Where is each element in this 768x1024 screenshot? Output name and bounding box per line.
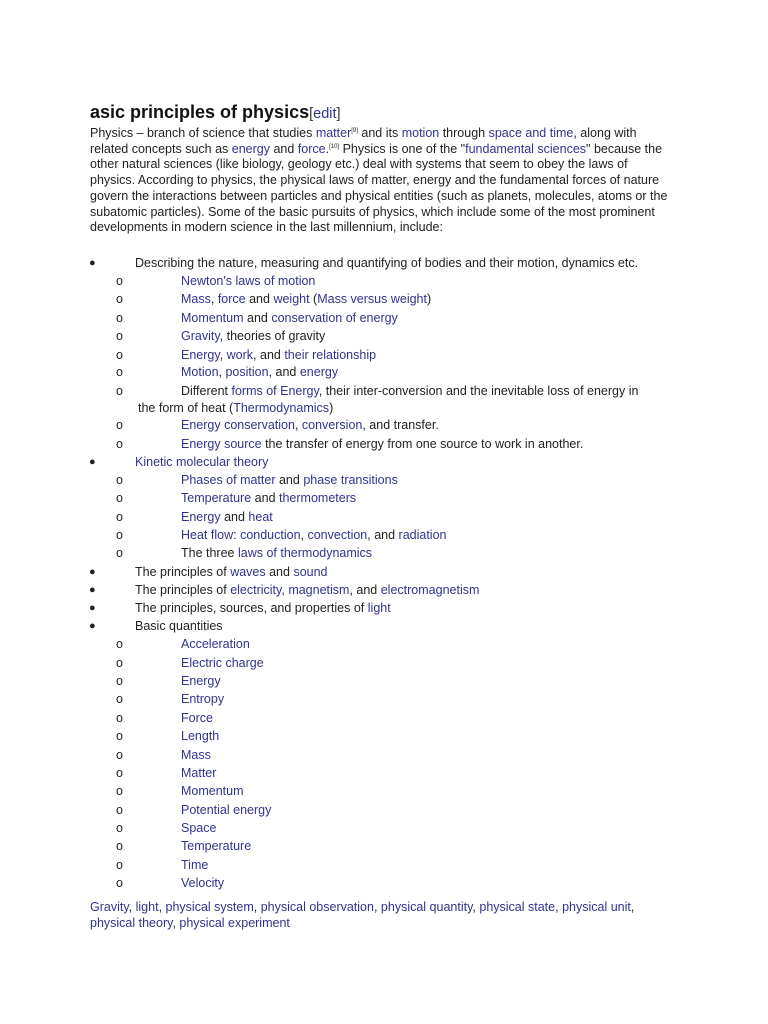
- list-item-text: [181, 273, 315, 290]
- text: and: [275, 473, 304, 487]
- sub-marker: o: [116, 656, 123, 670]
- link-momentum[interactable]: Momentum: [181, 311, 244, 325]
- link-gravity[interactable]: Gravity: [181, 329, 220, 343]
- list-item-text: [181, 291, 431, 308]
- link-energy[interactable]: Energy: [181, 510, 221, 524]
- bullet-marker: ●: [89, 456, 96, 468]
- sub-marker: o: [116, 803, 123, 817]
- heading-title: asic principles of physics: [90, 102, 310, 122]
- link-radiation[interactable]: radiation: [398, 528, 447, 542]
- text: The principles of: [135, 565, 231, 579]
- bullet-marker: ●: [89, 566, 96, 578]
- sub-marker: o: [116, 766, 123, 780]
- text: and: [245, 292, 274, 306]
- link-energy-conservation[interactable]: Energy conservation: [181, 418, 295, 432]
- link-length[interactable]: Length: [181, 729, 220, 743]
- link-kinetic-molecular-theory[interactable]: Kinetic molecular theory: [135, 455, 269, 469]
- related-links: [90, 900, 650, 931]
- sub-marker: o: [116, 329, 123, 343]
- sub-marker: o: [116, 876, 123, 890]
- sub-marker: o: [116, 637, 123, 651]
- link-energy[interactable]: Energy: [181, 348, 220, 362]
- intro-text: , along with related concepts such as: [90, 126, 637, 156]
- link-work[interactable]: work: [226, 348, 254, 362]
- link-force[interactable]: force: [217, 292, 246, 306]
- list-item-text: [181, 636, 250, 653]
- link-sound[interactable]: sound: [293, 565, 328, 579]
- list-item-text: [181, 328, 325, 345]
- sub-marker: o: [116, 418, 123, 432]
- separator: ,: [373, 900, 381, 914]
- edit-link[interactable]: edit: [313, 106, 337, 122]
- link-thermometers[interactable]: thermometers: [279, 491, 357, 505]
- link-light[interactable]: light: [135, 900, 159, 914]
- sub-marker: o: [116, 437, 123, 451]
- link-space[interactable]: Space: [181, 821, 217, 835]
- text: and: [265, 565, 294, 579]
- list-item-text: [181, 472, 398, 489]
- sub-marker: o: [116, 674, 123, 688]
- sub-marker: o: [116, 858, 123, 872]
- link-physical-system[interactable]: physical system: [165, 900, 254, 914]
- list-item-text: [181, 783, 244, 800]
- link-potential-energy[interactable]: Potential energy: [181, 803, 272, 817]
- link-energy[interactable]: energy: [231, 141, 270, 156]
- intro-text: through: [439, 126, 489, 140]
- link-energy[interactable]: Energy: [181, 674, 221, 688]
- list-item-text: [135, 564, 328, 581]
- separator: ,: [630, 900, 635, 914]
- citation-9[interactable]: [9]: [351, 128, 358, 134]
- bullet-marker: ●: [89, 620, 96, 632]
- edit-bracket-open: [: [309, 106, 314, 122]
- list-item-text: Describing the nature, measuring and quantifying of bodies and their motion, dynamics etc.: [135, 256, 639, 270]
- link-electric-charge[interactable]: Electric charge: [181, 656, 264, 670]
- list-item-text: [181, 747, 211, 764]
- list-item-text: [135, 454, 268, 471]
- link-gravity[interactable]: Gravity: [90, 900, 129, 914]
- sub-marker: o: [116, 784, 123, 798]
- text: (: [309, 292, 318, 306]
- intro-text: .: [325, 141, 330, 156]
- text: ,: [281, 583, 289, 597]
- list-item-text: [181, 347, 376, 364]
- separator: ,: [172, 915, 180, 930]
- list-item-text: [181, 490, 356, 507]
- text: ,: [294, 418, 302, 432]
- sub-marker: o: [116, 839, 123, 853]
- list-item-text: [135, 582, 479, 599]
- intro-text: Physics is one of the ": [339, 141, 466, 156]
- sub-marker: o: [116, 510, 123, 524]
- list-item-text: [181, 802, 271, 819]
- text: , and: [367, 528, 399, 542]
- link-conversion[interactable]: conversion: [301, 418, 363, 432]
- link-electricity[interactable]: electricity: [230, 583, 282, 597]
- link-forms-of-energy[interactable]: forms of Energy: [231, 384, 319, 398]
- link-thermodynamics[interactable]: Thermodynamics: [233, 401, 330, 415]
- text: ,: [210, 292, 218, 306]
- link-velocity[interactable]: Velocity: [181, 876, 225, 890]
- bullet-marker: ●: [89, 584, 96, 596]
- separator: ,: [472, 900, 480, 914]
- link-temperature[interactable]: Temperature: [181, 491, 252, 505]
- text: , and: [268, 365, 300, 379]
- list-item-text: [181, 765, 216, 782]
- bullet-marker: ●: [89, 257, 96, 269]
- list-item-text: [181, 838, 251, 855]
- link-physical-unit[interactable]: physical unit: [562, 900, 631, 914]
- link-convection[interactable]: convection: [307, 528, 368, 542]
- link-waves[interactable]: waves: [230, 565, 266, 579]
- link-magnetism[interactable]: magnetism: [288, 583, 350, 597]
- link-phases-of-matter[interactable]: Phases of matter: [181, 473, 276, 487]
- list-item-text: [181, 710, 213, 727]
- link-phase-transitions[interactable]: phase transitions: [303, 473, 398, 487]
- separator: ,: [555, 900, 563, 914]
- link-space-and-time[interactable]: space and time: [488, 126, 574, 140]
- list-item-text: [181, 655, 264, 672]
- link-physical-theory[interactable]: physical theory: [90, 915, 173, 930]
- text: ,: [300, 528, 308, 542]
- sub-marker: o: [116, 365, 123, 379]
- link-physical-state[interactable]: physical state: [479, 900, 556, 914]
- text: and: [220, 510, 249, 524]
- sub-marker: o: [116, 748, 123, 762]
- text: , and: [253, 348, 285, 362]
- edit-section: [309, 106, 340, 122]
- sub-marker: o: [116, 311, 123, 325]
- text: The principles, sources, and properties of: [135, 601, 368, 615]
- list-item-text: Basic quantities: [135, 619, 223, 633]
- link-entropy[interactable]: Entropy: [181, 692, 225, 706]
- link-physical-experiment[interactable]: physical experiment: [179, 915, 290, 930]
- text: the form of heat (: [138, 401, 234, 415]
- sub-marker: o: [116, 274, 123, 288]
- link-weight[interactable]: weight: [273, 292, 310, 306]
- text: ,: [219, 348, 227, 362]
- text: , and transfer.: [362, 418, 439, 432]
- list-item-text: [181, 857, 208, 874]
- citation-10[interactable]: [10]: [329, 143, 340, 150]
- list-item-text: [181, 691, 224, 708]
- bullet-marker: ●: [89, 602, 96, 614]
- list-item-text: [181, 673, 221, 690]
- link-force[interactable]: force: [297, 141, 326, 156]
- link-temperature[interactable]: Temperature: [181, 839, 252, 853]
- link-physical-observation[interactable]: physical observation: [260, 900, 374, 914]
- text: , and: [349, 583, 381, 597]
- list-item-text: [181, 436, 583, 453]
- link-light[interactable]: light: [367, 601, 391, 615]
- sub-marker: o: [116, 821, 123, 835]
- link-mass[interactable]: Mass: [181, 748, 211, 762]
- sub-marker: o: [116, 473, 123, 487]
- link-fundamental-sciences[interactable]: fundamental sciences: [465, 141, 587, 156]
- text: Different: [181, 384, 232, 398]
- text: and: [251, 491, 279, 505]
- sub-marker: o: [116, 384, 123, 398]
- list-item-text: [181, 509, 273, 526]
- link-heat-flow[interactable]: Heat flow: [181, 528, 234, 542]
- link-conservation-of-energy[interactable]: conservation of energy: [271, 311, 398, 325]
- link-matter[interactable]: Matter: [181, 766, 217, 780]
- text: :: [233, 528, 241, 542]
- text: The principles of: [135, 583, 231, 597]
- list-item-text: [181, 364, 338, 381]
- list-item-text: [181, 545, 372, 562]
- text: The three: [181, 546, 238, 560]
- sub-marker: o: [116, 491, 123, 505]
- list-item-text: [181, 728, 219, 745]
- separator: ,: [158, 900, 166, 914]
- link-acceleration[interactable]: Acceleration: [181, 637, 250, 651]
- link-motion[interactable]: Motion: [181, 365, 219, 379]
- text: and: [243, 311, 272, 325]
- sub-marker: o: [116, 528, 123, 542]
- intro-paragraph: [90, 126, 670, 236]
- intro-text: and: [269, 141, 298, 156]
- text: ): [426, 292, 432, 306]
- text: ): [329, 401, 334, 415]
- list-item-text: [135, 600, 391, 617]
- section-heading: [90, 97, 341, 125]
- sub-marker: o: [116, 546, 123, 560]
- sub-marker: o: [116, 692, 123, 706]
- intro-text: " because the other natural sciences (like biology, geology etc.) deal with systems that seem to obey the laws of physics. According to physics, the physical laws of matter, energy and the fundamental forces of nature govern the interactions between particles and physical entities (such as planets, molecules, atoms or the subatomic particles). Some of the basic pursuits of physics, which include some of the most prominent developments in modern science in the last millennium, include:: [90, 141, 668, 235]
- sub-marker: o: [116, 711, 123, 725]
- sub-marker: o: [116, 348, 123, 362]
- link-momentum[interactable]: Momentum: [181, 784, 244, 798]
- list-item-text: [181, 527, 446, 544]
- list-item-text: [181, 383, 638, 400]
- sub-marker: o: [116, 292, 123, 306]
- list-item-continuation: [138, 400, 333, 417]
- separator: ,: [128, 900, 136, 914]
- link-mass[interactable]: Mass: [181, 292, 211, 306]
- list-item-text: [181, 820, 216, 837]
- link-matter[interactable]: matter: [315, 126, 352, 140]
- link-conduction[interactable]: conduction: [240, 528, 301, 542]
- text: , theories of gravity: [219, 329, 326, 343]
- link-time[interactable]: Time: [181, 858, 209, 872]
- list-item-text: [181, 875, 224, 892]
- link-mass-versus-weight[interactable]: Mass versus weight: [317, 292, 427, 306]
- intro-text: and its: [357, 126, 402, 140]
- link-energy-source[interactable]: Energy source: [181, 437, 262, 451]
- link-their-relationship[interactable]: their relationship: [284, 348, 377, 362]
- list-item-text: [181, 310, 398, 327]
- text: , their inter-conversion and the inevitable loss of energy in: [318, 384, 639, 398]
- link-position[interactable]: position: [225, 365, 269, 379]
- text: ,: [218, 365, 226, 379]
- link-electromagnetism[interactable]: electromagnetism: [380, 583, 480, 597]
- text: the transfer of energy from one source to work in another.: [261, 437, 584, 451]
- link-physical-quantity[interactable]: physical quantity: [380, 900, 473, 914]
- link-newtons-laws[interactable]: Newton's laws of motion: [181, 274, 316, 288]
- link-motion[interactable]: motion: [401, 126, 440, 140]
- sub-marker: o: [116, 729, 123, 743]
- link-force[interactable]: Force: [181, 711, 213, 725]
- separator: ,: [253, 900, 261, 914]
- link-laws-of-thermodynamics[interactable]: laws of thermodynamics: [237, 546, 373, 560]
- link-heat[interactable]: heat: [248, 510, 273, 524]
- intro-text: Physics – branch of science that studies: [90, 126, 316, 140]
- list-item-text: [181, 417, 439, 434]
- link-energy[interactable]: energy: [299, 365, 339, 379]
- edit-bracket-close: ]: [336, 106, 341, 122]
